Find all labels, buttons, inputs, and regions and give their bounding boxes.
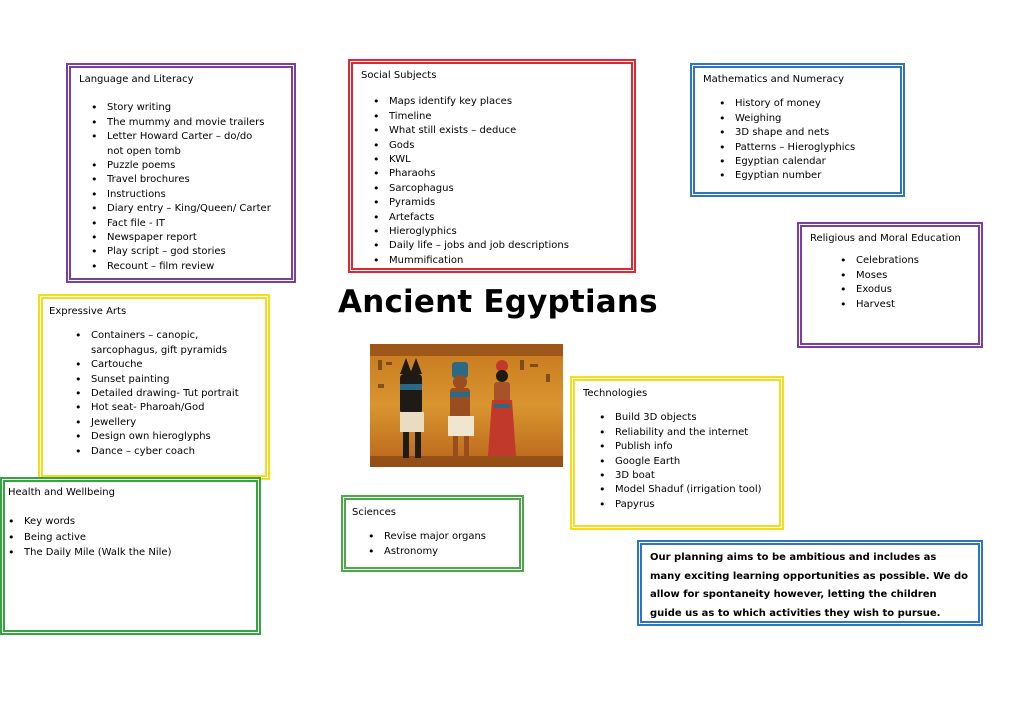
list-item: • Play script – god stories xyxy=(91,245,285,259)
list-item: • Pharaohs xyxy=(373,167,625,181)
list-item: • Reliability and the internet xyxy=(599,426,773,440)
box-title: Religious and Moral Education xyxy=(810,233,961,244)
social-subjects-list xyxy=(373,95,625,268)
box-title: Health and Wellbeing xyxy=(8,487,115,498)
list-item: • Publish info xyxy=(599,440,773,454)
list-item: • History of money xyxy=(719,97,894,111)
list-item: • KWL xyxy=(373,153,625,167)
list-item: • Hieroglyphics xyxy=(373,225,625,239)
list-item: • Google Earth xyxy=(599,455,773,469)
list-item: • Travel brochures xyxy=(91,173,285,187)
health-wellbeing-box xyxy=(0,477,261,635)
list-item: • 3D boat xyxy=(599,469,773,483)
list-item: • Egyptian calendar xyxy=(719,155,894,169)
list-item: • Build 3D objects xyxy=(599,411,773,425)
list-item: • Key words xyxy=(8,514,250,530)
list-item: • Artefacts xyxy=(373,211,625,225)
technologies-list xyxy=(599,411,773,512)
expressive-arts-box xyxy=(38,294,270,480)
list-item: • Detailed drawing- Tut portrait xyxy=(75,387,259,401)
list-item: • Revise major organs xyxy=(368,530,513,544)
list-item: • Instructions xyxy=(91,188,285,202)
list-item: • Diary entry – King/Queen/ Carter xyxy=(91,202,285,216)
list-item: • Harvest xyxy=(840,298,972,312)
box-title: Social Subjects xyxy=(361,70,437,81)
maths-numeracy-list xyxy=(719,97,894,183)
technologies-box xyxy=(570,376,784,530)
list-item: • Hot seat- Pharoah/God xyxy=(75,401,259,415)
list-item: • Egyptian number xyxy=(719,169,894,183)
page-title: Ancient Egyptians xyxy=(338,284,658,320)
list-item: • Daily life – jobs and job descriptions xyxy=(373,239,625,253)
social-subjects-box xyxy=(348,59,636,273)
list-item: • The mummy and movie trailers xyxy=(91,116,285,130)
list-item: • Patterns – Hieroglyphics xyxy=(719,141,894,155)
list-item: • Story writing xyxy=(91,101,285,115)
list-item: • Dance – cyber coach xyxy=(75,445,259,459)
list-item: • 3D shape and nets xyxy=(719,126,894,140)
list-item: • Weighing xyxy=(719,112,894,126)
box-title: Sciences xyxy=(352,507,396,518)
list-item: • Timeline xyxy=(373,110,625,124)
list-item: • Design own hieroglyphs xyxy=(75,430,259,444)
list-item: • Puzzle poems xyxy=(91,159,285,173)
list-item: • The Daily Mile (Walk the Nile) xyxy=(8,545,250,561)
list-item: • Papyrus xyxy=(599,498,773,512)
list-item: • Celebrations xyxy=(840,254,972,268)
maths-numeracy-box xyxy=(690,63,905,197)
planning-note-text: Our planning aims to be ambitious and includes as many exciting learning opportunities as possible. We do allow for spontaneity however, letting the children guide us as to which activities they wish to pursue. xyxy=(650,552,969,619)
list-item: • Recount – film review xyxy=(91,260,285,274)
health-wellbeing-list xyxy=(8,514,250,561)
box-title: Mathematics and Numeracy xyxy=(703,74,844,85)
list-item: • Astronomy xyxy=(368,545,513,559)
box-title: Expressive Arts xyxy=(49,306,127,317)
list-item: • Letter Howard Carter – do/do xyxy=(91,130,285,144)
list-item: • Fact file - IT xyxy=(91,217,285,231)
list-item: • Pyramids xyxy=(373,196,625,210)
list-item-continued: not open tomb xyxy=(107,145,181,157)
list-item: • Cartouche xyxy=(75,358,259,372)
list-item: • Sarcophagus xyxy=(373,182,625,196)
list-item-continued: sarcophagus, gift pyramids xyxy=(91,344,228,356)
egyptian-mural-image xyxy=(370,344,563,467)
language-literacy-box xyxy=(66,63,296,283)
list-item: • Containers – canopic, xyxy=(75,329,259,343)
sciences-list xyxy=(368,530,513,559)
list-item: • Exodus xyxy=(840,283,972,297)
list-item: • Being active xyxy=(8,530,250,546)
language-literacy-list xyxy=(91,101,285,274)
rme-list xyxy=(840,254,972,312)
expressive-arts-list xyxy=(75,329,259,459)
box-title: Technologies xyxy=(583,388,648,399)
planning-note-box xyxy=(637,540,983,626)
list-item: • What still exists – deduce xyxy=(373,124,625,138)
list-item: • Model Shaduf (irrigation tool) xyxy=(599,483,773,497)
box-title: Language and Literacy xyxy=(79,74,194,85)
list-item: • Mummification xyxy=(373,254,625,268)
rme-box xyxy=(797,222,983,348)
list-item: • Newspaper report xyxy=(91,231,285,245)
list-item: • Gods xyxy=(373,139,625,153)
list-item: • Moses xyxy=(840,269,972,283)
list-item: • Maps identify key places xyxy=(373,95,625,109)
sciences-box xyxy=(341,495,524,572)
list-item: • Jewellery xyxy=(75,416,259,430)
list-item: • Sunset painting xyxy=(75,373,259,387)
